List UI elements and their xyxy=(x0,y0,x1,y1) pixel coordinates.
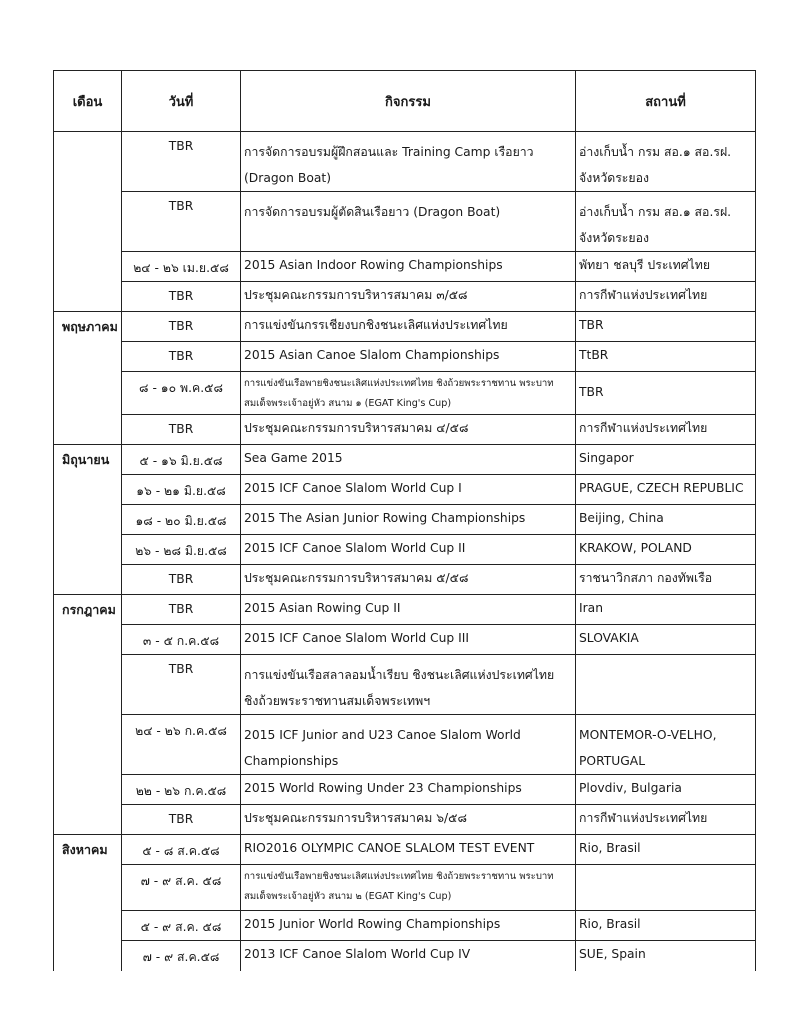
table-row xyxy=(54,505,756,535)
date-cell: ๗ - ๙ ส.ค.๕๘ xyxy=(122,941,241,971)
header-month: เดือน xyxy=(54,71,122,132)
venue-cell: Beijing, China xyxy=(576,505,756,535)
table-row xyxy=(54,252,756,282)
venue-cell: KRAKOW, POLAND xyxy=(576,535,756,565)
date-cell: ๒๖ - ๒๘ มิ.ย.๕๘ xyxy=(122,535,241,565)
month-cell xyxy=(54,192,122,252)
month-cell xyxy=(54,415,122,445)
activity-cell: 2013 ICF Canoe Slalom World Cup IV xyxy=(241,941,576,971)
date-cell: TBR xyxy=(122,805,241,835)
activity-cell: 2015 ICF Canoe Slalom World Cup III xyxy=(241,625,576,655)
table-row xyxy=(54,911,756,941)
activity-cell: การแข่งขันเรือสลาลอมน้ำเรียบ ชิงชนะเลิศแห่งประเทศไทย ชิงถ้วยพระราชทานสมเด็จพระเทพฯ xyxy=(241,655,576,715)
activity-cell: การแข่งขันเรือพายชิงชนะเลิศแห่งประเทศไทย ชิงถ้วยพระราชทาน พระบาทสมเด็จพระเจ้าอยู่หัว สนาม ๑ (EGAT King's Cup) xyxy=(241,372,576,415)
date-cell: ๕ - ๙ ส.ค. ๕๘ xyxy=(122,911,241,941)
month-cell xyxy=(54,252,122,282)
activity-cell: Sea Game 2015 xyxy=(241,445,576,475)
table-header-row xyxy=(54,71,756,132)
venue-cell: Iran xyxy=(576,595,756,625)
table-row xyxy=(54,715,756,775)
venue-cell: Singapor xyxy=(576,445,756,475)
month-cell: พฤษภาคม xyxy=(54,312,122,342)
activity-cell: การแข่งขันเรือพายชิงชนะเลิศแห่งประเทศไทย ชิงถ้วยพระราชทาน พระบาทสมเด็จพระเจ้าอยู่หัว สนาม ๒ (EGAT King's Cup) xyxy=(241,865,576,911)
date-cell: ๗ - ๙ ส.ค. ๕๘ xyxy=(122,865,241,911)
date-cell: TBR xyxy=(122,312,241,342)
date-cell: ๑๘ - ๒๐ มิ.ย.๕๘ xyxy=(122,505,241,535)
month-cell xyxy=(54,625,122,655)
table-row xyxy=(54,625,756,655)
venue-cell: SUE, Spain xyxy=(576,941,756,971)
activity-cell: 2015 Asian Canoe Slalom Championships xyxy=(241,342,576,372)
table-row xyxy=(54,445,756,475)
month-cell xyxy=(54,911,122,941)
header-venue: สถานที่ xyxy=(576,71,756,132)
date-cell: ๒๔ - ๒๖ เม.ย.๕๘ xyxy=(122,252,241,282)
activity-cell: 2015 ICF Canoe Slalom World Cup II xyxy=(241,535,576,565)
table-row xyxy=(54,192,756,252)
header-activity: กิจกรรม xyxy=(241,71,576,132)
activity-cell: การจัดการอบรมผู้ฝึกสอนและ Training Camp เรือยาว (Dragon Boat) xyxy=(241,132,576,192)
venue-cell: TBR xyxy=(576,312,756,342)
date-cell: TBR xyxy=(122,132,241,192)
date-cell: TBR xyxy=(122,342,241,372)
venue-cell: Rio, Brasil xyxy=(576,835,756,865)
venue-cell: การกีฬาแห่งประเทศไทย xyxy=(576,415,756,445)
activity-cell: ประชุมคณะกรรมการบริหารสมาคม ๔/๕๘ xyxy=(241,415,576,445)
activity-cell: ประชุมคณะกรรมการบริหารสมาคม ๖/๕๘ xyxy=(241,805,576,835)
date-cell: ๓ - ๕ ก.ค.๕๘ xyxy=(122,625,241,655)
month-cell: สิงหาคม xyxy=(54,835,122,865)
date-cell: ๕ - ๑๖ มิ.ย.๕๘ xyxy=(122,445,241,475)
date-cell: TBR xyxy=(122,282,241,312)
activity-cell: ประชุมคณะกรรมการบริหารสมาคม ๓/๕๘ xyxy=(241,282,576,312)
venue-cell: อ่างเก็บน้ำ กรม สอ.๑ สอ.รฝ. จังหวัดระยอง xyxy=(576,192,756,252)
table-row xyxy=(54,941,756,971)
venue-cell xyxy=(576,865,756,911)
month-cell xyxy=(54,535,122,565)
venue-cell: MONTEMOR-O-VELHO, PORTUGAL xyxy=(576,715,756,775)
activity-cell: RIO2016 OLYMPIC CANOE SLALOM TEST EVENT xyxy=(241,835,576,865)
activity-cell: 2015 World Rowing Under 23 Championships xyxy=(241,775,576,805)
table-row xyxy=(54,595,756,625)
activity-cell: การจัดการอบรมผู้ตัดสินเรือยาว (Dragon Boat) xyxy=(241,192,576,252)
month-cell xyxy=(54,132,122,192)
activity-cell: 2015 Junior World Rowing Championships xyxy=(241,911,576,941)
date-cell: TBR xyxy=(122,192,241,252)
date-cell: TBR xyxy=(122,595,241,625)
table-row xyxy=(54,565,756,595)
header-date: วันที่ xyxy=(122,71,241,132)
date-cell: ๒๒ - ๒๖ ก.ค.๕๘ xyxy=(122,775,241,805)
activity-cell: ประชุมคณะกรรมการบริหารสมาคม ๕/๕๘ xyxy=(241,565,576,595)
date-cell: ๒๔ - ๒๖ ก.ค.๕๘ xyxy=(122,715,241,775)
month-cell xyxy=(54,565,122,595)
table-row xyxy=(54,372,756,415)
date-cell: ๘ - ๑๐ พ.ค.๕๘ xyxy=(122,372,241,415)
venue-cell: ราชนาวิกสภา กองทัพเรือ xyxy=(576,565,756,595)
month-cell xyxy=(54,941,122,971)
date-cell: ๑๖ - ๒๑ มิ.ย.๕๘ xyxy=(122,475,241,505)
month-cell xyxy=(54,342,122,372)
date-cell: ๕ - ๘ ส.ค.๕๘ xyxy=(122,835,241,865)
month-cell xyxy=(54,475,122,505)
venue-cell: Plovdiv, Bulgaria xyxy=(576,775,756,805)
table-row xyxy=(54,775,756,805)
activity-cell: การแข่งขันกรรเชียงบกชิงชนะเลิศแห่งประเทศไทย xyxy=(241,312,576,342)
table-row xyxy=(54,805,756,835)
venue-cell xyxy=(576,655,756,715)
month-cell xyxy=(54,865,122,911)
table-row xyxy=(54,132,756,192)
month-cell: กรกฎาคม xyxy=(54,595,122,625)
date-cell: TBR xyxy=(122,655,241,715)
table-row xyxy=(54,655,756,715)
month-cell xyxy=(54,805,122,835)
activity-cell: 2015 Asian Indoor Rowing Championships xyxy=(241,252,576,282)
table-row xyxy=(54,475,756,505)
activity-cell: 2015 ICF Canoe Slalom World Cup I xyxy=(241,475,576,505)
table-row xyxy=(54,342,756,372)
table-row xyxy=(54,865,756,911)
venue-cell: การกีฬาแห่งประเทศไทย xyxy=(576,282,756,312)
month-cell xyxy=(54,775,122,805)
table-row xyxy=(54,312,756,342)
month-cell xyxy=(54,282,122,312)
activity-cell: 2015 ICF Junior and U23 Canoe Slalom World Championships xyxy=(241,715,576,775)
venue-cell: Rio, Brasil xyxy=(576,911,756,941)
table-row xyxy=(54,415,756,445)
activity-cell: 2015 Asian Rowing Cup II xyxy=(241,595,576,625)
table-row xyxy=(54,835,756,865)
date-cell: TBR xyxy=(122,565,241,595)
schedule-table xyxy=(53,70,756,971)
month-cell xyxy=(54,655,122,715)
table-row xyxy=(54,282,756,312)
venue-cell: TBR xyxy=(576,372,756,415)
month-cell xyxy=(54,715,122,775)
table-row xyxy=(54,535,756,565)
venue-cell: TtBR xyxy=(576,342,756,372)
venue-cell: อ่างเก็บน้ำ กรม สอ.๑ สอ.รฝ. จังหวัดระยอง xyxy=(576,132,756,192)
date-cell: TBR xyxy=(122,415,241,445)
activity-cell: 2015 The Asian Junior Rowing Championships xyxy=(241,505,576,535)
month-cell xyxy=(54,372,122,415)
venue-cell: PRAGUE, CZECH REPUBLIC xyxy=(576,475,756,505)
venue-cell: SLOVAKIA xyxy=(576,625,756,655)
venue-cell: การกีฬาแห่งประเทศไทย xyxy=(576,805,756,835)
month-cell xyxy=(54,505,122,535)
month-cell: มิถุนายน xyxy=(54,445,122,475)
venue-cell: พัทยา ชลบุรี ประเทศไทย xyxy=(576,252,756,282)
